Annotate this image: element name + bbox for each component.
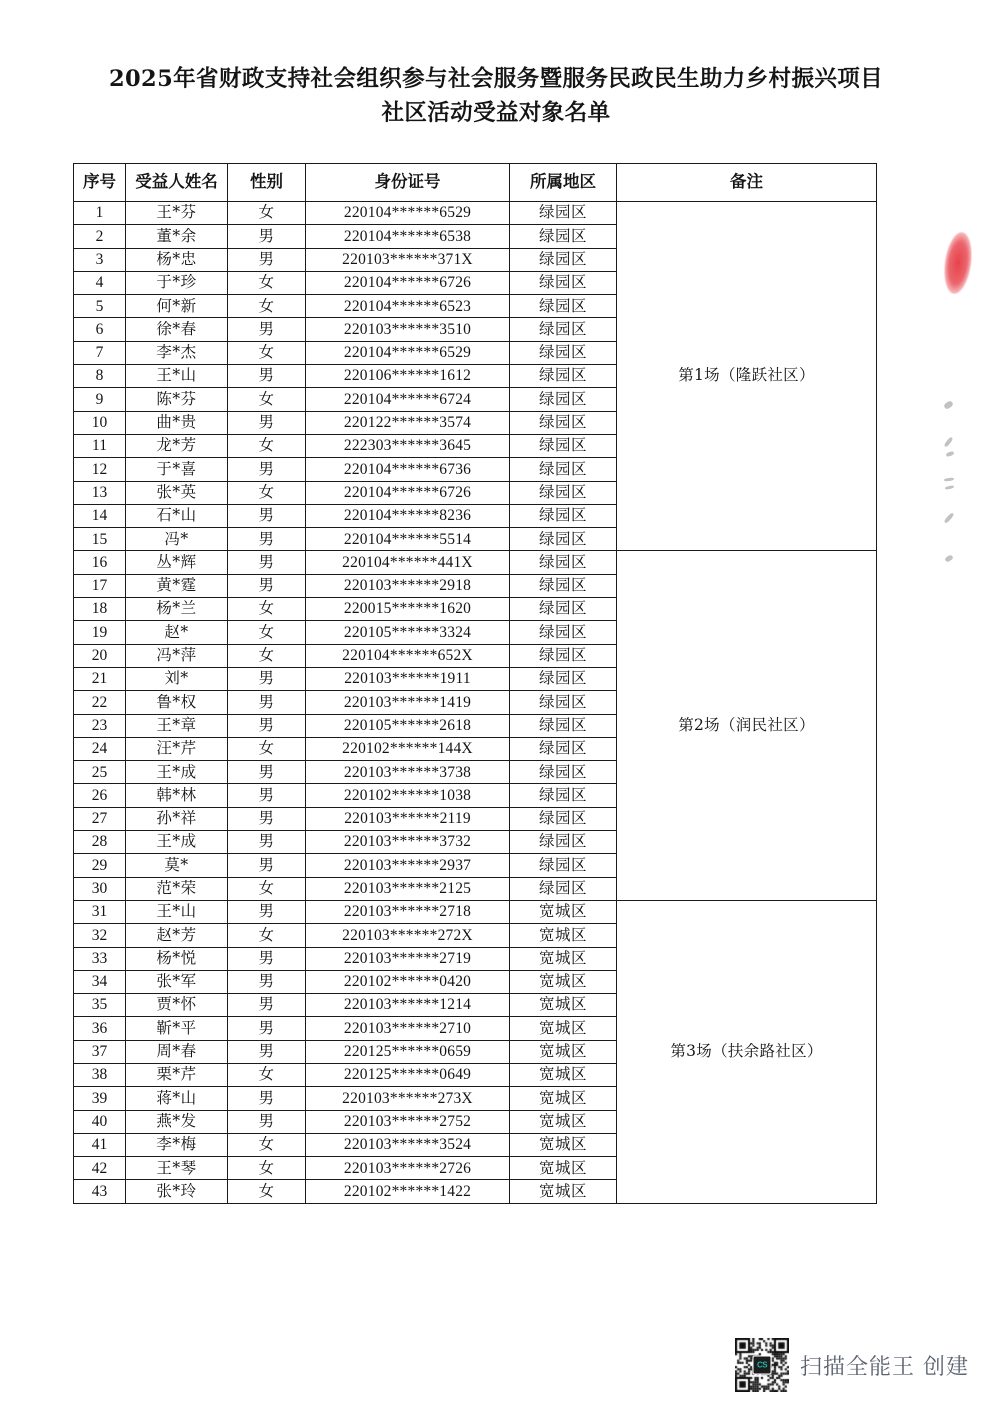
cell-name: 王*章 <box>126 714 228 737</box>
cell-index: 34 <box>74 970 126 993</box>
cell-name: 王*成 <box>126 761 228 784</box>
roster-table-container <box>73 163 876 1204</box>
cell-area: 绿园区 <box>510 784 617 807</box>
table-row <box>74 551 877 574</box>
cell-area: 绿园区 <box>510 481 617 504</box>
cell-index: 33 <box>74 947 126 970</box>
cell-id-number: 220103******2125 <box>306 877 510 900</box>
cell-id-number: 220102******0420 <box>306 970 510 993</box>
cell-index: 5 <box>74 295 126 318</box>
cell-id-number: 220103******2752 <box>306 1110 510 1133</box>
cell-name: 李*杰 <box>126 341 228 364</box>
cell-sex: 女 <box>228 202 306 225</box>
cell-name: 李*梅 <box>126 1133 228 1156</box>
cell-sex: 男 <box>228 1040 306 1063</box>
table-row <box>74 900 877 923</box>
cell-index: 17 <box>74 574 126 597</box>
cell-name: 何*新 <box>126 295 228 318</box>
cell-name: 杨*忠 <box>126 248 228 271</box>
cell-remarks-group: 第2场（润民社区） <box>617 551 877 900</box>
cell-index: 25 <box>74 761 126 784</box>
cell-id-number: 220103******3732 <box>306 831 510 854</box>
cell-index: 20 <box>74 644 126 667</box>
cell-sex: 男 <box>228 318 306 341</box>
cell-id-number: 220103******3524 <box>306 1133 510 1156</box>
cell-name: 丛*辉 <box>126 551 228 574</box>
cell-id-number: 220104******6529 <box>306 202 510 225</box>
cell-name: 冯* <box>126 528 228 551</box>
cell-index: 18 <box>74 598 126 621</box>
cell-index: 10 <box>74 411 126 434</box>
cell-index: 38 <box>74 1063 126 1086</box>
cell-index: 22 <box>74 691 126 714</box>
cell-id-number: 220104******6726 <box>306 271 510 294</box>
cell-id-number: 220125******0649 <box>306 1063 510 1086</box>
cell-area: 绿园区 <box>510 621 617 644</box>
cell-id-number: 220104******6529 <box>306 341 510 364</box>
cell-id-number: 220104******6523 <box>306 295 510 318</box>
cell-sex: 女 <box>228 924 306 947</box>
cell-sex: 男 <box>228 528 306 551</box>
cell-sex: 男 <box>228 574 306 597</box>
cell-id-number: 220103******3738 <box>306 761 510 784</box>
cell-name: 蒋*山 <box>126 1087 228 1110</box>
cell-id-number: 220102******144X <box>306 737 510 760</box>
cell-name: 赵* <box>126 621 228 644</box>
cell-index: 42 <box>74 1157 126 1180</box>
cell-name: 贾*怀 <box>126 994 228 1017</box>
cell-name: 刘* <box>126 667 228 690</box>
cell-name: 孙*祥 <box>126 807 228 830</box>
cell-sex: 男 <box>228 225 306 248</box>
cell-name: 莫* <box>126 854 228 877</box>
cell-name: 汪*芹 <box>126 737 228 760</box>
cell-id-number: 220103******2937 <box>306 854 510 877</box>
page-title-line-1: 2025年省财政支持社会组织参与社会服务暨服务民政民生助力乡村振兴项目 <box>108 66 884 92</box>
cell-id-number: 220103******2710 <box>306 1017 510 1040</box>
column-header-area: 所属地区 <box>510 164 617 202</box>
handwriting-edge-marks <box>938 400 972 580</box>
cell-sex: 男 <box>228 714 306 737</box>
cell-area: 绿园区 <box>510 598 617 621</box>
cell-area: 绿园区 <box>510 551 617 574</box>
cell-id-number: 220104******6736 <box>306 458 510 481</box>
cell-index: 23 <box>74 714 126 737</box>
cell-index: 13 <box>74 481 126 504</box>
cell-sex: 女 <box>228 598 306 621</box>
cell-id-number: 220103******2119 <box>306 807 510 830</box>
cell-sex: 男 <box>228 1087 306 1110</box>
cell-id-number: 220103******371X <box>306 248 510 271</box>
roster-table <box>73 163 877 1204</box>
cell-name: 于*珍 <box>126 271 228 294</box>
cell-name: 范*荣 <box>126 877 228 900</box>
cell-id-number: 220103******1911 <box>306 667 510 690</box>
cell-area: 绿园区 <box>510 271 617 294</box>
cell-id-number: 220104******6726 <box>306 481 510 504</box>
cell-name: 杨*兰 <box>126 598 228 621</box>
cell-area: 绿园区 <box>510 574 617 597</box>
cell-sex: 男 <box>228 784 306 807</box>
cell-area: 绿园区 <box>510 504 617 527</box>
cell-area: 绿园区 <box>510 807 617 830</box>
cell-name: 于*喜 <box>126 458 228 481</box>
cell-index: 1 <box>74 202 126 225</box>
cell-name: 张*军 <box>126 970 228 993</box>
table-header <box>74 164 877 202</box>
cell-sex: 男 <box>228 551 306 574</box>
cell-index: 21 <box>74 667 126 690</box>
column-header-id: 身份证号 <box>306 164 510 202</box>
cell-sex: 男 <box>228 831 306 854</box>
cell-index: 3 <box>74 248 126 271</box>
cell-index: 16 <box>74 551 126 574</box>
cell-sex: 男 <box>228 458 306 481</box>
table-body <box>74 202 877 1204</box>
cell-sex: 女 <box>228 1180 306 1203</box>
page-title-line-2: 社区活动受益对象名单 <box>381 100 611 126</box>
cell-id-number: 220104******8236 <box>306 504 510 527</box>
cell-id-number: 220103******2718 <box>306 900 510 923</box>
cell-area: 绿园区 <box>510 341 617 364</box>
cell-sex: 男 <box>228 365 306 388</box>
cell-sex: 女 <box>228 341 306 364</box>
cell-index: 19 <box>74 621 126 644</box>
cell-id-number: 220103******2719 <box>306 947 510 970</box>
cell-name: 张*英 <box>126 481 228 504</box>
cell-id-number: 220104******6538 <box>306 225 510 248</box>
cell-index: 8 <box>74 365 126 388</box>
cell-name: 杨*悦 <box>126 947 228 970</box>
cell-sex: 男 <box>228 1110 306 1133</box>
cell-sex: 男 <box>228 248 306 271</box>
cell-remarks-group: 第1场（隆跃社区） <box>617 202 877 551</box>
cell-index: 24 <box>74 737 126 760</box>
cell-id-number: 220104******6724 <box>306 388 510 411</box>
cell-index: 7 <box>74 341 126 364</box>
cell-area: 绿园区 <box>510 318 617 341</box>
cell-area: 宽城区 <box>510 1017 617 1040</box>
cell-index: 29 <box>74 854 126 877</box>
cell-sex: 女 <box>228 877 306 900</box>
cell-index: 4 <box>74 271 126 294</box>
cell-id-number: 220103******1214 <box>306 994 510 1017</box>
cell-name: 董*余 <box>126 225 228 248</box>
cell-area: 绿园区 <box>510 202 617 225</box>
cell-sex: 男 <box>228 691 306 714</box>
cell-area: 绿园区 <box>510 434 617 457</box>
cell-area: 绿园区 <box>510 248 617 271</box>
camscanner-watermark <box>735 1338 969 1392</box>
cell-sex: 女 <box>228 1157 306 1180</box>
cell-area: 宽城区 <box>510 1087 617 1110</box>
cell-sex: 男 <box>228 761 306 784</box>
cell-name: 王*芬 <box>126 202 228 225</box>
watermark-label: 扫描全能王 创建 <box>800 1354 969 1380</box>
cell-area: 宽城区 <box>510 947 617 970</box>
cell-area: 宽城区 <box>510 1157 617 1180</box>
column-header-index: 序号 <box>74 164 126 202</box>
cell-index: 31 <box>74 900 126 923</box>
cell-name: 冯*萍 <box>126 644 228 667</box>
cell-area: 绿园区 <box>510 667 617 690</box>
cell-remarks-group: 第3场（扶余路社区） <box>617 900 877 1203</box>
cell-index: 35 <box>74 994 126 1017</box>
cell-area: 宽城区 <box>510 924 617 947</box>
cell-index: 41 <box>74 1133 126 1156</box>
cell-sex: 男 <box>228 854 306 877</box>
cell-name: 王*成 <box>126 831 228 854</box>
cell-name: 周*春 <box>126 1040 228 1063</box>
cell-sex: 女 <box>228 644 306 667</box>
cell-area: 绿园区 <box>510 528 617 551</box>
cell-name: 陈*芬 <box>126 388 228 411</box>
cell-area: 绿园区 <box>510 411 617 434</box>
cell-id-number: 220125******0659 <box>306 1040 510 1063</box>
cell-area: 绿园区 <box>510 831 617 854</box>
cell-id-number: 220103******272X <box>306 924 510 947</box>
cell-id-number: 220104******652X <box>306 644 510 667</box>
cell-name: 赵*芳 <box>126 924 228 947</box>
cell-index: 14 <box>74 504 126 527</box>
cell-sex: 女 <box>228 434 306 457</box>
cell-sex: 男 <box>228 411 306 434</box>
cell-sex: 男 <box>228 970 306 993</box>
cell-area: 宽城区 <box>510 1133 617 1156</box>
cell-index: 36 <box>74 1017 126 1040</box>
cell-index: 28 <box>74 831 126 854</box>
cell-id-number: 222303******3645 <box>306 434 510 457</box>
red-seal-edge-mark <box>941 230 975 295</box>
cell-sex: 男 <box>228 807 306 830</box>
column-header-name: 受益人姓名 <box>126 164 228 202</box>
cell-id-number: 220103******2726 <box>306 1157 510 1180</box>
cell-name: 靳*平 <box>126 1017 228 1040</box>
cell-area: 绿园区 <box>510 761 617 784</box>
column-header-remarks: 备注 <box>617 164 877 202</box>
cell-area: 绿园区 <box>510 388 617 411</box>
cell-sex: 男 <box>228 667 306 690</box>
table-row <box>74 202 877 225</box>
cell-sex: 女 <box>228 1133 306 1156</box>
cell-name: 张*玲 <box>126 1180 228 1203</box>
cell-sex: 女 <box>228 621 306 644</box>
cell-index: 11 <box>74 434 126 457</box>
cell-sex: 男 <box>228 504 306 527</box>
cell-sex: 女 <box>228 295 306 318</box>
cell-area: 绿园区 <box>510 714 617 737</box>
column-header-sex: 性别 <box>228 164 306 202</box>
cell-name: 鲁*权 <box>126 691 228 714</box>
cell-index: 12 <box>74 458 126 481</box>
cell-area: 宽城区 <box>510 1110 617 1133</box>
cell-area: 绿园区 <box>510 877 617 900</box>
cell-id-number: 220103******273X <box>306 1087 510 1110</box>
cell-area: 宽城区 <box>510 900 617 923</box>
cell-index: 37 <box>74 1040 126 1063</box>
cell-id-number: 220102******1038 <box>306 784 510 807</box>
cell-area: 宽城区 <box>510 1180 617 1203</box>
cell-sex: 女 <box>228 388 306 411</box>
cell-id-number: 220105******3324 <box>306 621 510 644</box>
cell-id-number: 220105******2618 <box>306 714 510 737</box>
cell-name: 曲*贵 <box>126 411 228 434</box>
cell-area: 绿园区 <box>510 365 617 388</box>
cell-index: 15 <box>74 528 126 551</box>
cell-area: 绿园区 <box>510 225 617 248</box>
cell-sex: 女 <box>228 481 306 504</box>
cell-sex: 男 <box>228 994 306 1017</box>
cell-sex: 女 <box>228 737 306 760</box>
cell-id-number: 220103******3510 <box>306 318 510 341</box>
cell-index: 9 <box>74 388 126 411</box>
cell-name: 徐*春 <box>126 318 228 341</box>
cell-index: 27 <box>74 807 126 830</box>
cell-area: 宽城区 <box>510 970 617 993</box>
cell-sex: 男 <box>228 900 306 923</box>
cell-area: 宽城区 <box>510 994 617 1017</box>
qr-code-icon <box>735 1338 789 1392</box>
cell-name: 王*山 <box>126 900 228 923</box>
cell-sex: 女 <box>228 271 306 294</box>
cell-id-number: 220106******1612 <box>306 365 510 388</box>
cell-area: 绿园区 <box>510 854 617 877</box>
cell-sex: 男 <box>228 1017 306 1040</box>
cell-name: 栗*芹 <box>126 1063 228 1086</box>
cell-index: 26 <box>74 784 126 807</box>
cell-index: 6 <box>74 318 126 341</box>
cell-id-number: 220122******3574 <box>306 411 510 434</box>
cell-index: 39 <box>74 1087 126 1110</box>
cell-id-number: 220015******1620 <box>306 598 510 621</box>
table-header-row <box>74 164 877 202</box>
qr-badge-label: CS <box>753 1356 772 1375</box>
cell-id-number: 220103******2918 <box>306 574 510 597</box>
cell-area: 绿园区 <box>510 737 617 760</box>
cell-area: 绿园区 <box>510 458 617 481</box>
cell-name: 龙*芳 <box>126 434 228 457</box>
cell-index: 43 <box>74 1180 126 1203</box>
cell-sex: 男 <box>228 947 306 970</box>
cell-area: 绿园区 <box>510 644 617 667</box>
cell-name: 韩*林 <box>126 784 228 807</box>
cell-sex: 女 <box>228 1063 306 1086</box>
cell-name: 石*山 <box>126 504 228 527</box>
cell-index: 30 <box>74 877 126 900</box>
cell-name: 王*山 <box>126 365 228 388</box>
cell-id-number: 220102******1422 <box>306 1180 510 1203</box>
cell-name: 王*琴 <box>126 1157 228 1180</box>
cell-name: 黄*霆 <box>126 574 228 597</box>
cell-index: 2 <box>74 225 126 248</box>
cell-name: 燕*发 <box>126 1110 228 1133</box>
cell-area: 绿园区 <box>510 691 617 714</box>
cell-id-number: 220104******5514 <box>306 528 510 551</box>
cell-id-number: 220104******441X <box>306 551 510 574</box>
cell-area: 绿园区 <box>510 295 617 318</box>
cell-index: 32 <box>74 924 126 947</box>
page-title <box>76 62 916 130</box>
cell-area: 宽城区 <box>510 1040 617 1063</box>
cell-id-number: 220103******1419 <box>306 691 510 714</box>
cell-area: 宽城区 <box>510 1063 617 1086</box>
cell-index: 40 <box>74 1110 126 1133</box>
